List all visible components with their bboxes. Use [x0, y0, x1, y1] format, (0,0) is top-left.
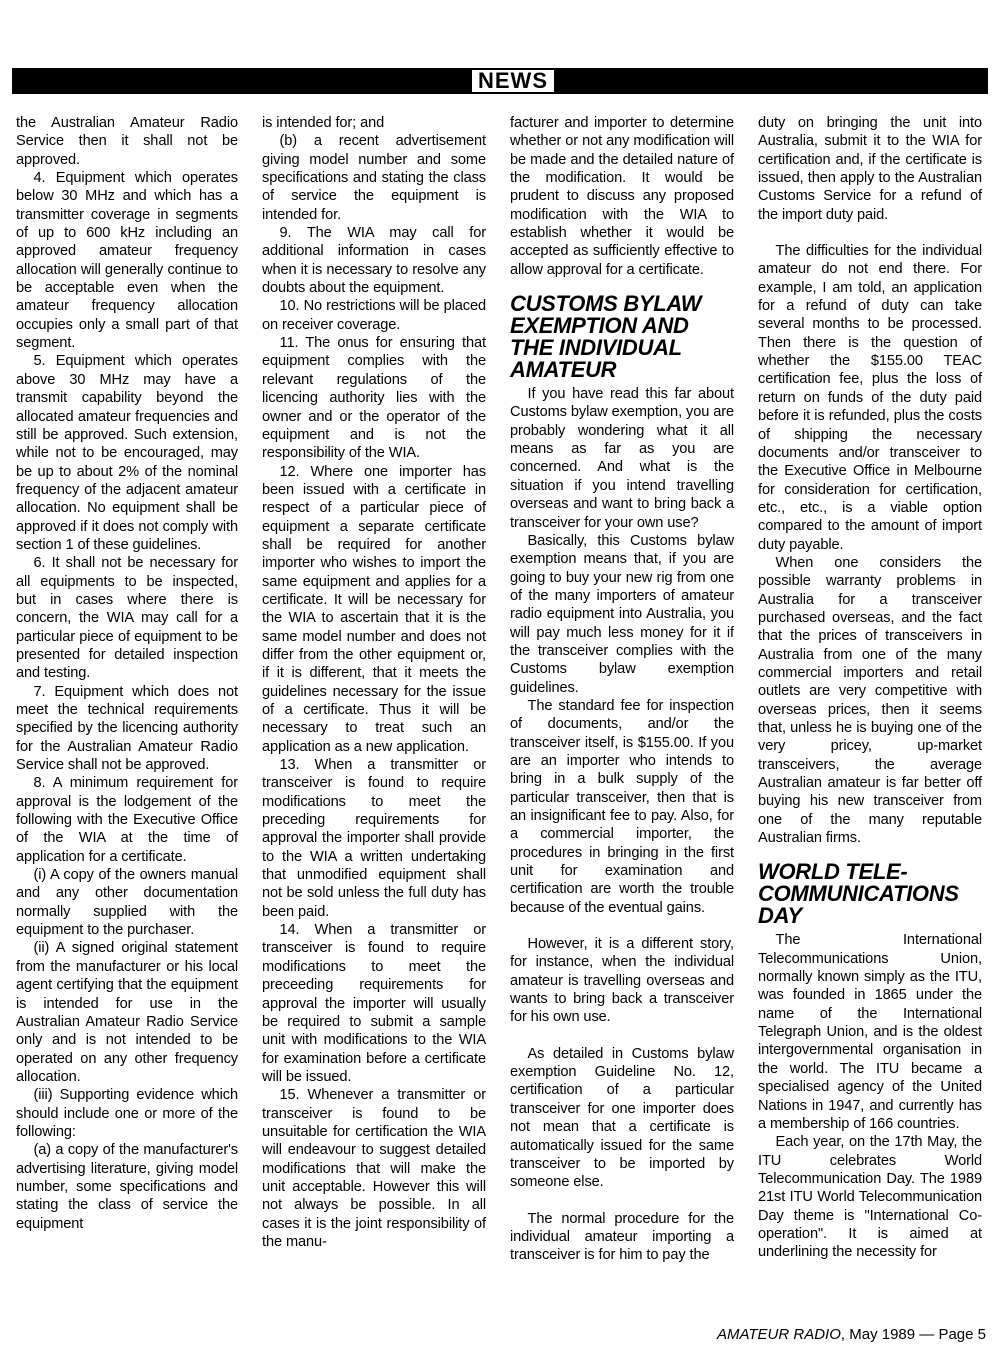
section-heading-customs: CUSTOMS BYLAW EXEMPTION AND THE INDIVIDUAL AMATEUR: [510, 291, 702, 383]
article-column-3: [510, 114, 734, 1265]
paragraph: 9. The WIA may call for additional information in cases when it is necessary to resolve any doubts about the equipment.: [262, 225, 486, 297]
paragraph: is intended for; and: [262, 115, 385, 131]
paragraph: (ii) A signed original statement from the manufacturer or his local agent certifying that the equipment is intended for use in the Australian Amateur Radio Service only and is not intended to be operated on any other frequency allocation.: [16, 940, 238, 1085]
paragraph: The standard fee for inspection of documents, and/or the transceiver itself, is $155.00. If you are an importer who intends to bring in a bulk supply of the particular transceiver, then that is an insignificant fee to pay. Also, for a commercial importer, the procedures in bringing in the first unit for examination and certification are worth the trouble because of the eventual gains.: [510, 697, 734, 916]
page-footer: [717, 1326, 986, 1344]
paragraph: 4. Equipment which operates below 30 MHz and which has a transmitter coverage in segments of up to 600 kHz including an approved amateur frequency allocation will generally continue to be acceptable even when the amateur frequency allocation occupies only a small part of that segment.: [16, 170, 238, 352]
paragraph: (b) a recent advertisement giving model number and some specifications and stating the class of service the equipment is intended for.: [262, 133, 486, 223]
paragraph: the Australian Amateur Radio Service then it shall not be approved.: [16, 115, 238, 168]
section-title: NEWS: [470, 68, 556, 94]
paragraph: 5. Equipment which operates above 30 MHz may have a transmit capability beyond the allocated amateur frequencies and still be approved. Such extension, while not to be encouraged, may be up to about 2% of the nominal frequency of the adjacent amateur allocation. No equipment shall be approved if it does not comply with section 1 of these guidelines.: [16, 353, 238, 553]
article-column-1: [16, 114, 238, 1233]
paragraph: 7. Equipment which does not meet the technical requirements specified by the licencing authority for the Australian Amateur Radio Service shall not be approved.: [16, 683, 238, 774]
publication-name: AMATEUR RADIO: [717, 1326, 841, 1343]
paragraph: 13. When a transmitter or transceiver is found to require modifications to meet the preceding requirements for approval the importer shall provide to the WIA a written undertaking that unmodified equipment shall not be sold unless the full duty has been paid.: [262, 757, 486, 920]
paragraph: 10. No restrictions will be placed on receiver coverage.: [262, 298, 486, 333]
paragraph: 14. When a transmitter or transceiver is found to require modifications to meet the preceeding requirements for approval the importer will usually be required to submit a sample unit with modifications to the WIA for examination before a certificate will be issued.: [262, 922, 486, 1085]
paragraph: 15. Whenever a transmitter or transceiver is found to be unsuitable for certification the WIA will endeavour to suggest detailed modifications that will make the unit acceptable. However this will not always be possible. In all cases it is the joint responsibility of the manu-: [262, 1087, 486, 1250]
issue-and-page: , May 1989 — Page 5: [840, 1326, 986, 1343]
paragraph: The normal procedure for the individual amateur importing a transceiver is for him to pay the: [510, 1210, 734, 1264]
paragraph: 6. It shall not be necessary for all equipments to be inspected, but in cases where there is concern, the WIA may call for a particular piece of equipment to be presented for detailed inspection and testing.: [16, 555, 238, 682]
paragraph: Each year, on the 17th May, the ITU celebrates World Telecommunication Day. The 1989 21st ITU World Telecommunication Day theme is "International Co-operation". It is aimed at underlining the necessity for: [758, 1134, 982, 1261]
paragraph: (iii) Supporting evidence which should include one or more of the following:: [16, 1087, 238, 1140]
paragraph: duty on bringing the unit into Australia, submit it to the WIA for certification and, if the certificate is issued, then apply to the Australian Customs Service for a refund of the import duty paid.: [758, 115, 982, 223]
paragraph: The International Telecommunications Union, normally known simply as the ITU, was founded in 1865 under the name of the International Telegraph Union, and is the oldest intergovernmental organisation in the world. The ITU became a specialised agency of the United Nations in 1947, and currently has a membership of 166 countries.: [758, 932, 982, 1132]
article-column-4: [758, 114, 982, 1262]
paragraph: When one considers the possible warranty problems in Australia for a transceiver purchased overseas, and the fact that the prices of transceivers in Australia from one of the many commercial importers and retail outlets are very competitive with overseas prices, then it seems that, unless he is buying one of the very pricey, up-market transceivers, the average Australian amateur is far better off buying his new transceiver from one of the many reputable Australian firms.: [758, 554, 982, 847]
article-column-2: [262, 114, 486, 1251]
paragraph: (a) a copy of the manufacturer's advertising literature, giving model number, some specifications and stating the class of service the equipment: [16, 1142, 238, 1232]
paragraph: facturer and importer to determine whether or not any modification will be made and the detailed nature of the modification. It would be prudent to discuss any proposed modification with the WIA to establish whether it would be accepted as sufficiently effective to allow approval for a certificate.: [510, 115, 734, 278]
paragraph: The difficulties for the individual amateur do not end there. For example, I am told, an application for a refund of duty can take several months to be processed. Then there is the question of whether the $155.00 TEAC certification fee, plus the loss of return on funds of the duty paid before it is refunded, plus the costs of shipping the necessary documents and/or transceiver to the Executive Office in Melbourne for consideration for certification, etc., etc., is a viable option compared to the amount of import duty payable.: [758, 243, 982, 553]
paragraph: (i) A copy of the owners manual and any other documentation normally supplied with the equipment to the purchaser.: [16, 867, 238, 939]
paragraph: If you have read this far about Customs bylaw exemption, you are probably wondering what it all means as far as you are concerned. And what is the situation if you intend travelling overseas and want to bring back a transceiver for your own use?: [510, 386, 734, 531]
paragraph: However, it is a different story, for instance, when the individual amateur is travelling overseas and wants to bring back a transceiver for his own use.: [510, 936, 734, 1026]
paragraph: 12. Where one importer has been issued with a certificate in respect of a particular piece of equipment a separate certificate shall be required for another importer who wishes to import the same equipment and applies for a certificate. It will be necessary for the WIA to ascertain that it is the same model number and does not differ from the other equipment or, if it is different, that it meets the guidelines necessary for the issue of a certificate. Thus it will be necessary to treat such an application as a new application.: [262, 463, 486, 755]
section-heading-world-telecom-day: WORLD TELE-COMMUNICATIONS DAY: [758, 859, 959, 929]
paragraph: As detailed in Customs bylaw exemption Guideline No. 12, certification of a particular transceiver for one importer does not mean that a certificate is automatically issued for the same transceiver to be imported by someone else.: [510, 1045, 734, 1191]
paragraph: Basically, this Customs bylaw exemption means that, if you are going to buy your new rig from one of the many importers of amateur radio equipment into Australia, you will pay much less money for it if the transceiver complies with the Customs bylaw exemption guidelines.: [510, 532, 734, 696]
paragraph: 8. A minimum requirement for approval is the lodgement of the following with the Executive Office of the WIA at the time of application for a certificate.: [16, 775, 238, 865]
paragraph: 11. The onus for ensuring that equipment complies with the relevant regulations of the licencing authority lies with the owner and or the operator of the equipment and is not the responsibility of the WIA.: [262, 335, 486, 462]
